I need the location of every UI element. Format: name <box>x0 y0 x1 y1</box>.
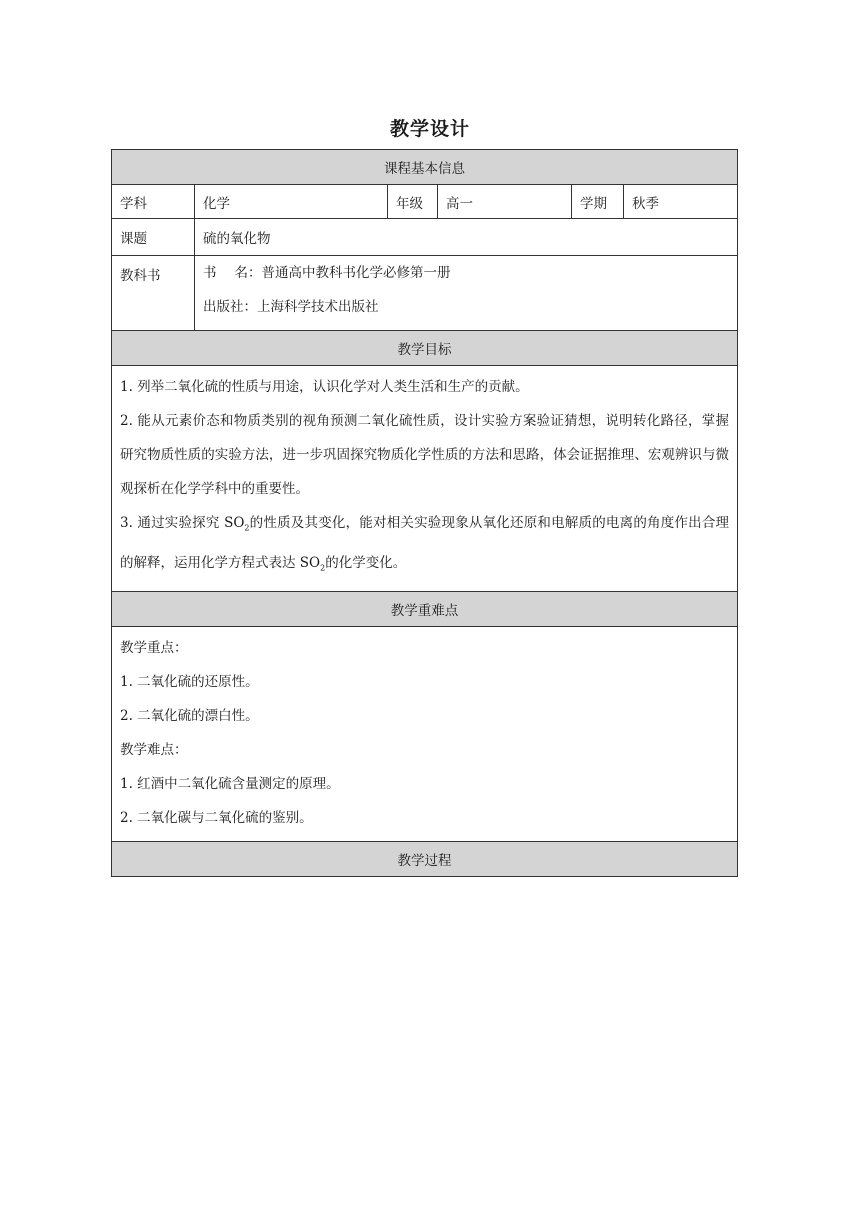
list-item: 2. 二氧化硫的漂白性。 <box>120 708 259 725</box>
topic-label: 课题 <box>112 219 195 256</box>
list-item: 1. 二氧化硫的还原性。 <box>120 674 259 691</box>
lesson-design-table <box>111 149 738 877</box>
section-header-goals: 教学目标 <box>112 331 738 366</box>
key-points-content <box>112 627 738 842</box>
goal-item: 1. 列举二氧化硫的性质与用途，认识化学对人类生活和生产的贡献。 <box>120 379 529 395</box>
goal-item: 3. 通过实验探究 $SO_2$的性质及其变化，能对相关实验现象从氧化还原和电解质的电离的角度作出合理的解释，运用化学方程式表达 $SO_2$的化学变化。 <box>120 515 730 573</box>
textbook-label: 教科书 <box>112 256 195 331</box>
grade-value: 高一 <box>438 185 572 219</box>
book-name-value: 普通高中教科书化学必修第一册 <box>261 265 451 281</box>
term-value: 秋季 <box>624 185 738 219</box>
section-header-key-points: 教学重难点 <box>112 592 738 627</box>
goal-item: 2. 能从元素价态和物质类别的视角预测二氧化硫性质，设计实验方案验证猜想，说明转化路径，掌握研究物质性质的实验方法，进一步巩固探究物质化学性质的方法和思路，体会证据推理、宏观辨识与微观探析在化学学科中的重要性。 <box>120 413 730 497</box>
subject-value: 化学 <box>195 185 388 219</box>
section-header-process: 教学过程 <box>112 842 738 877</box>
book-name-line: 书 名：普通高中教科书化学必修第一册 <box>203 265 451 281</box>
key-points-title: 教学重点： <box>120 640 188 657</box>
document-title: 教学设计 <box>389 118 470 140</box>
goals-content <box>112 366 738 592</box>
difficult-points-title: 教学难点： <box>120 742 188 759</box>
grade-label: 年级 <box>388 185 438 219</box>
list-item: 2. 二氧化碳与二氧化硫的鉴别。 <box>120 810 313 827</box>
subject-label: 学科 <box>112 185 195 219</box>
list-item: 1. 红酒中二氧化硫含量测定的原理。 <box>120 776 340 793</box>
section-header-basic-info: 课程基本信息 <box>112 150 738 185</box>
textbook-info <box>195 256 738 331</box>
topic-value: 硫的氧化物 <box>195 219 738 256</box>
publisher-line: 出版社：上海科学技术出版社 <box>203 299 379 315</box>
publisher-value: 上海科学技术出版社 <box>257 299 379 315</box>
term-label: 学期 <box>572 185 624 219</box>
